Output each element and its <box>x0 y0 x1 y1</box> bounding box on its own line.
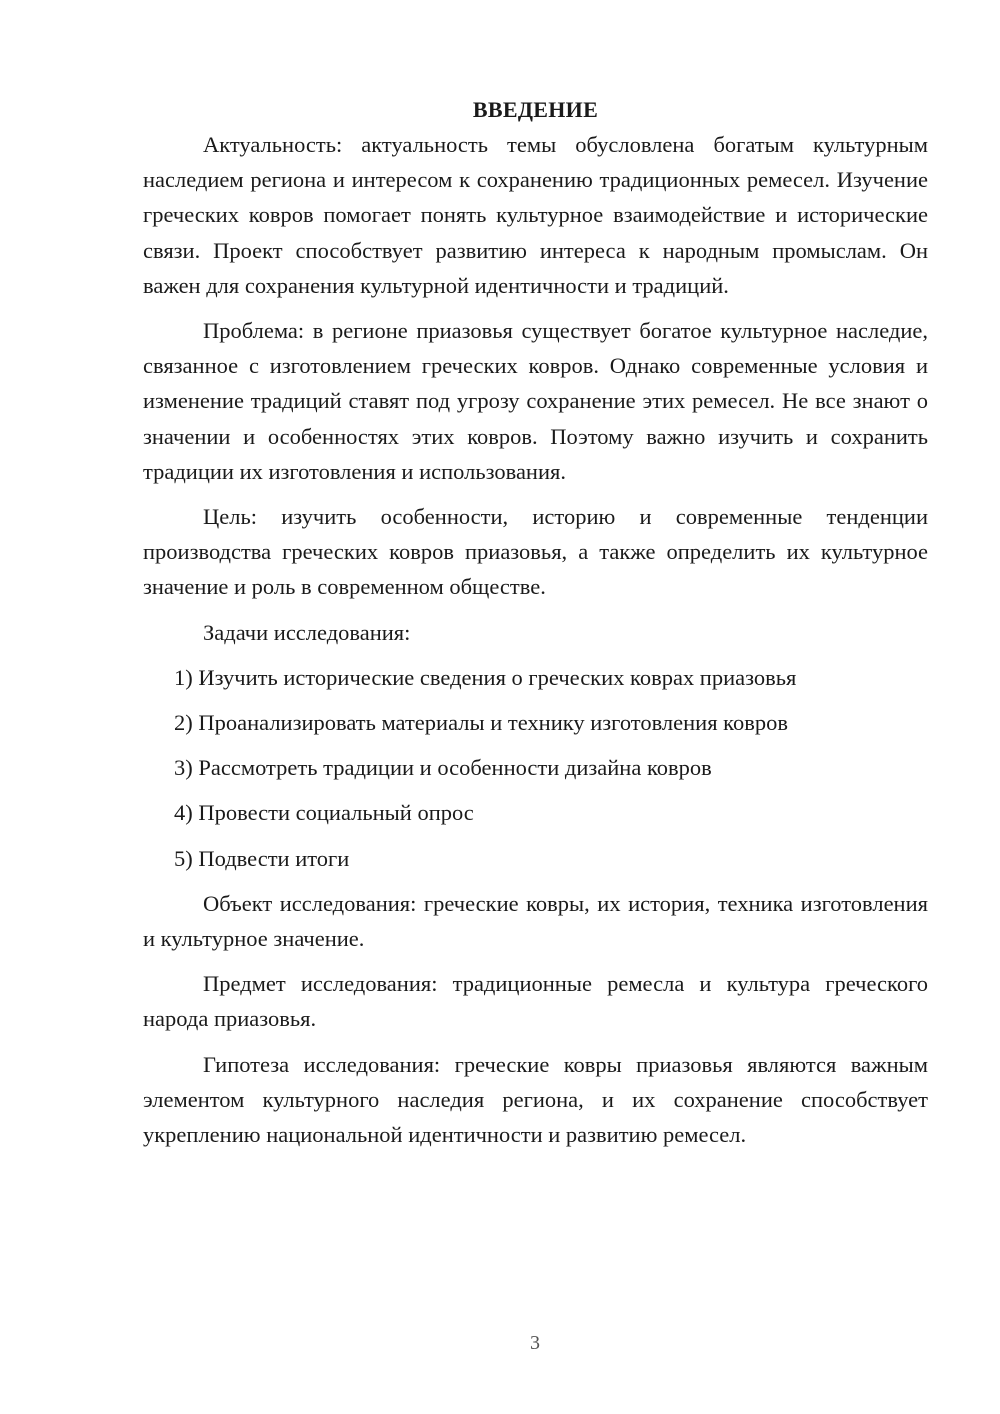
list-item: 2) Проанализировать материалы и технику изготовления ковров <box>174 710 788 736</box>
list-item: 4) Провести социальный опрос <box>174 800 474 826</box>
hypothesis-paragraph: Гипотеза исследования: греческие ковры приазовья являются важным элементом культурного наследия региона, и их сохранение способствует укреплению национальной идентичности и развитию ремесел. <box>143 1051 928 1148</box>
section-heading: ВВЕДЕНИЕ <box>472 97 599 122</box>
list-item: 3) Рассмотреть традиции и особенности дизайна ковров <box>174 755 712 781</box>
problem-paragraph: Проблема: в регионе приазовья существует богатое культурное наследие, связанное с изготовлением греческих ковров. Однако современные условия и изменение традиций ставят под угрозу сохранение этих ремесел. Не все знают о значении и особенностях этих ковров. Поэтому важно изучить и сохранить традиции их изготовления и использования. <box>143 318 928 484</box>
relevance-paragraph: Актуальность: актуальность темы обусловлена богатым культурным наследием региона и интересом к сохранению традиционных ремесел. Изучение греческих ковров помогает понять культурное взаимодействие и исторические связи. Проект способствует развитию интереса к народным промыслам. Он важен для сохранения культурной идентичности и традиций. <box>143 132 928 298</box>
list-item: 1) Изучить исторические сведения о греческих коврах приазовья <box>174 664 797 690</box>
object-paragraph: Объект исследования: греческие ковры, их история, техника изготовления и культурное значение. <box>143 890 928 952</box>
goal-paragraph: Цель: изучить особенности, историю и современные тенденции производства греческих ковров приазовья, а также определить их культурное значение и роль в современном обществе. <box>143 504 928 600</box>
page-number: 3 <box>530 1332 540 1354</box>
list-item: 5) Подвести итоги <box>174 845 350 871</box>
subject-paragraph: Предмет исследования: традиционные ремесла и культура греческого народа приазовья. <box>143 971 928 1032</box>
tasks-list <box>143 660 928 876</box>
document-page <box>143 92 928 1162</box>
tasks-title: Задачи исследования: <box>203 619 411 645</box>
